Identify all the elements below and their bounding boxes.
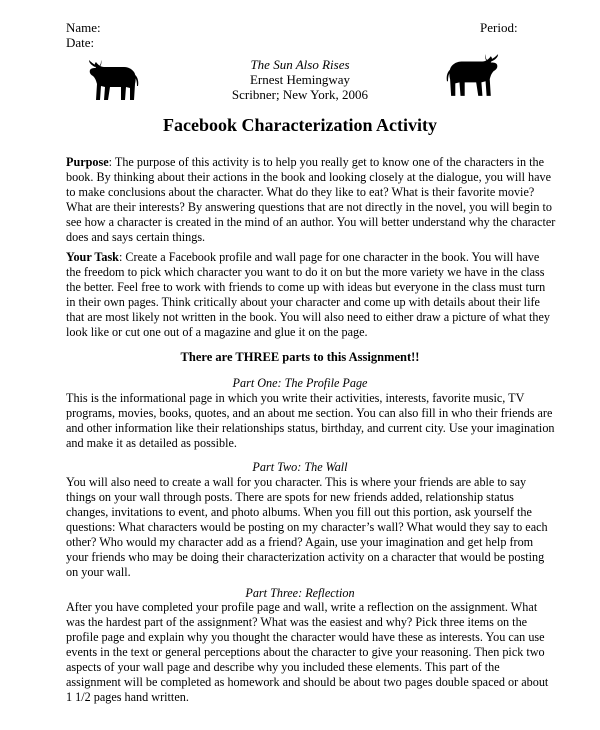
book-publisher: Scribner; New York, 2006: [231, 87, 369, 102]
period-label: Period:: [480, 20, 518, 35]
part-three-heading: Part Three: Reflection: [245, 586, 355, 600]
purpose-label: Purpose: [66, 155, 109, 169]
bull-icon: [444, 50, 500, 98]
bull-icon: [88, 56, 140, 102]
name-label: Name:: [66, 20, 101, 35]
task-label: Your Task: [66, 250, 119, 264]
part-two-text: You will also need to create a wall for you character. This is where your friends are able to say things on your wall through posts. There are spots for new friends added, relationship status changes, invitations to event, and photo albums. When you fill out this portion, ask yourself the questions: What characters would be posting on my character’s wall? What would they say to each other? Who would my character add as a friend? Again, use your imagination and get help from your friends who may be doing their characterization activity on a character that would be posting on your wall.: [66, 475, 548, 579]
book-info: [150, 57, 450, 102]
part-one-text: This is the informational page in which you write their activities, interests, favorite music, TV programs, movies, books, quotes, and an about me section. You can also fill in who their friends are and other information like their relationships status, birthday, and current city. Use your imagination and make it as detailed as possible.: [66, 391, 555, 450]
book-title: The Sun Also Rises: [250, 57, 350, 72]
name-date-block: [66, 20, 101, 50]
part-one-heading: Part One: The Profile Page: [232, 376, 368, 390]
purpose-text: : The purpose of this activity is to help you really get to know one of the characters in the book. By thinking about their actions in the book and looking closely at the dialogue, you will have to make conclusions about the character. What do they like to eat? What is their favorite movie? What are their interests? By answering questions that are not directly in the novel, you will begin to see how a character is created in the mind of an author. You will better understand why the character does and says certain things.: [66, 155, 556, 244]
date-label: Date:: [66, 35, 95, 50]
task-paragraph: [66, 250, 556, 340]
task-text: : Create a Facebook profile and wall page for one character in the book. You will have the freedom to pick which character you want to do it on but the more variety we have in the class the better. Feel free to work with friends to come up with ideas but everyone in the class must turn in their own pages. Think critically about your character and come up with details about their life that are most likely not written in the book. You will also need to either draw a picture of what they look like or cut one out of a magazine and glue it on the page.: [66, 250, 551, 339]
book-author: Ernest Hemingway: [249, 72, 350, 87]
part-two-heading: Part Two: The Wall: [252, 460, 348, 474]
part-three-text: After you have completed your profile page and wall, write a reflection on the assignment. What was the hardest part of the assignment? What was the easiest and why? Pick three items on the profile page and explain why you thought the character would have these as interests. You can use events in the text or general perceptions about the character to give your reasoning. Then pick two aspects of your wall page and describe why you included these elements. This part of the assignment will be completed as homework and should be about two pages double spaced or about 1 1/2 pages hand written.: [66, 600, 549, 704]
assignment-heading: There are THREE parts to this Assignment!!: [180, 350, 420, 364]
purpose-paragraph: [66, 155, 556, 245]
page-title: Facebook Characterization Activity: [163, 115, 437, 135]
